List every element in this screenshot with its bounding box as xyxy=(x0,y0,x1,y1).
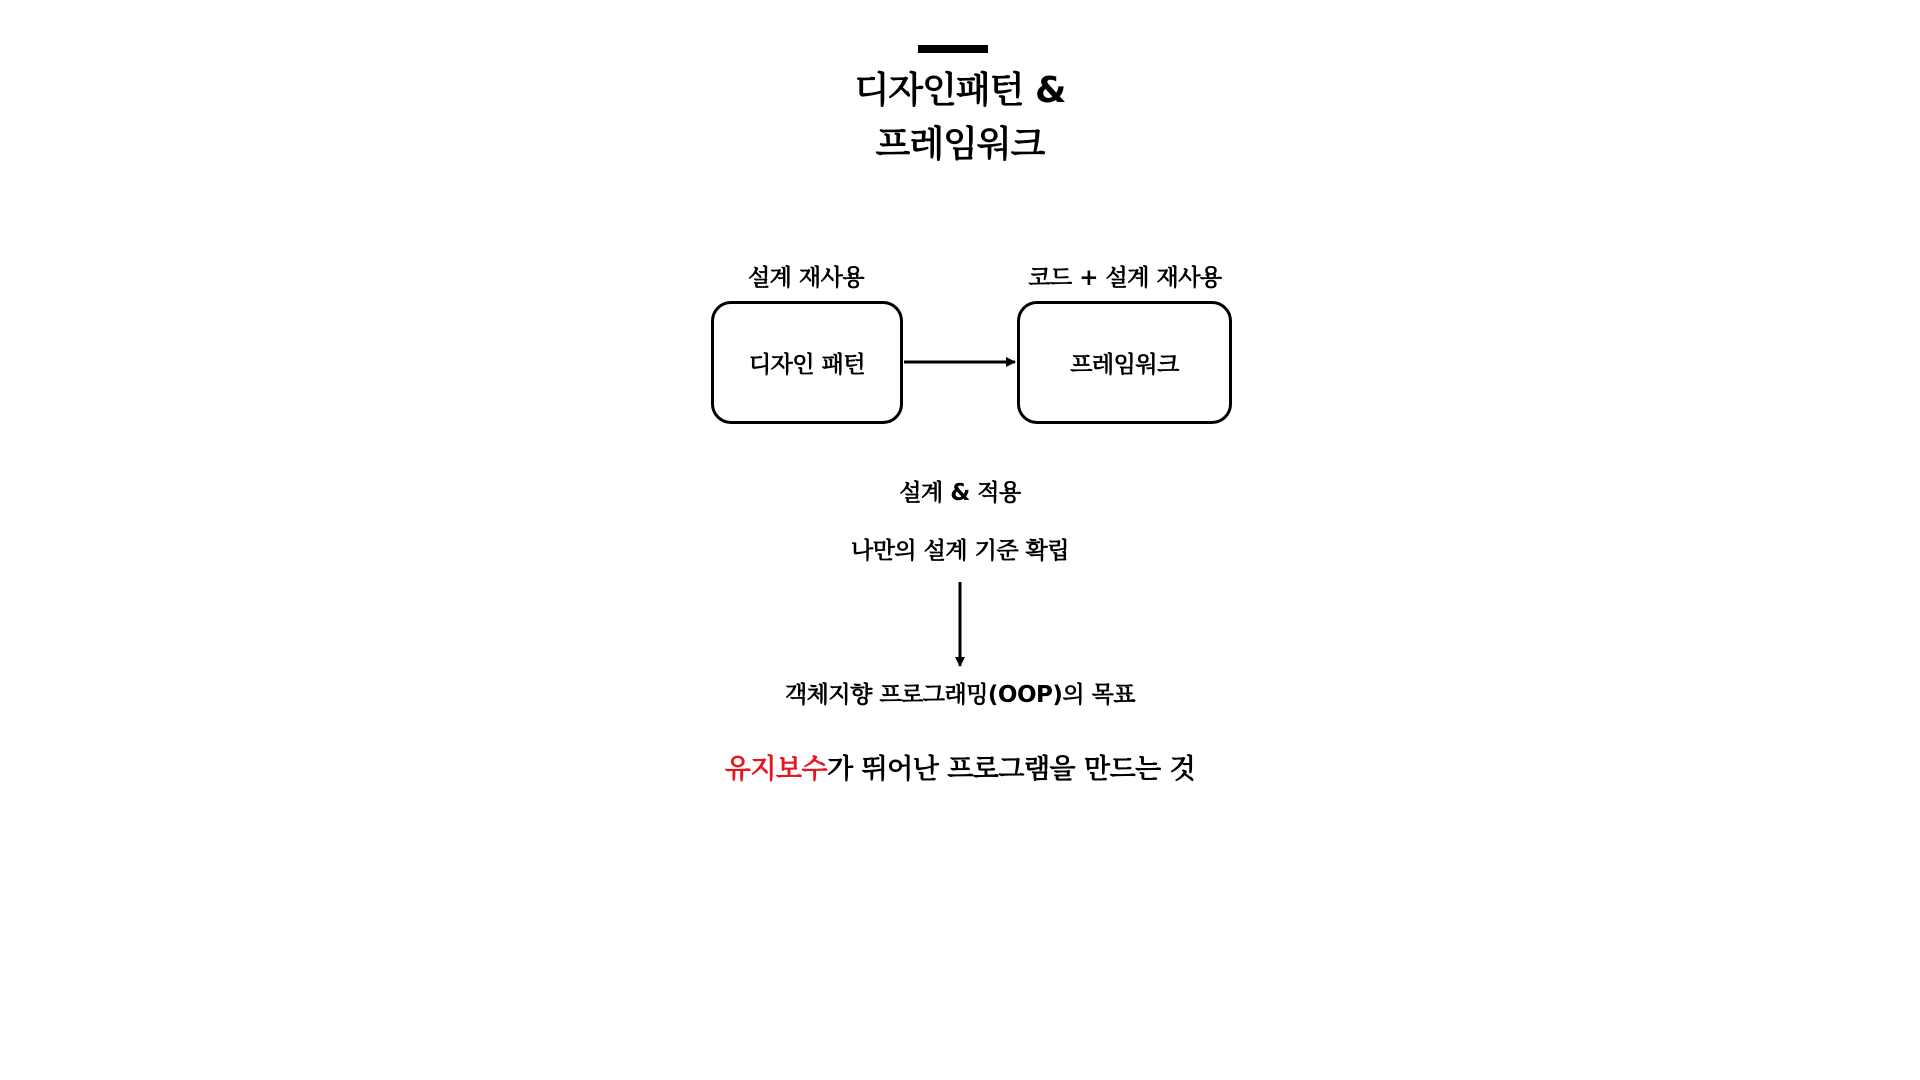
conclusion-text xyxy=(560,747,1360,786)
code-design-reuse-label: 코드 + 설계 재사용 xyxy=(1028,265,1222,291)
design-pattern-box-label: 디자인 패턴 xyxy=(748,352,866,378)
framework-box-label: 프레임워크 xyxy=(1070,352,1179,378)
design-apply-text: 설계 & 적용 xyxy=(899,480,1021,506)
design-reuse-label: 설계 재사용 xyxy=(747,265,865,291)
conclusion-rest: 가 뛰어난 프로그램을 만드는 것 xyxy=(827,754,1196,785)
title-line-1: 디자인패턴 & xyxy=(854,70,1066,111)
title-line-2: 프레임워크 xyxy=(875,124,1045,165)
design-standard-text: 나만의 설계 기준 확립 xyxy=(851,538,1069,564)
design-pattern-box xyxy=(711,301,903,424)
conclusion-highlight: 유지보수 xyxy=(724,754,828,785)
title-accent-bar xyxy=(918,45,988,53)
oop-goal-text: 객체지향 프로그래밍(OOP)의 목표 xyxy=(784,682,1136,708)
framework-box xyxy=(1017,301,1232,424)
page-title xyxy=(660,64,1260,172)
